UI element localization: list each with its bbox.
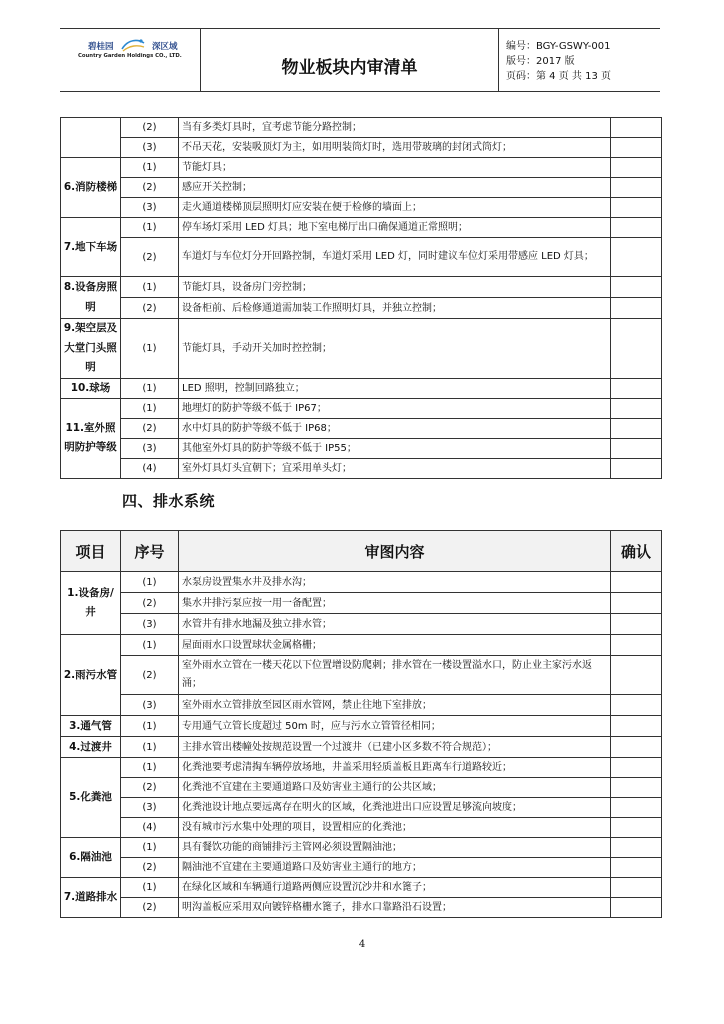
content-cell: 节能灯具，手动开关加时控控制； — [179, 319, 611, 379]
page-number: 4 — [358, 939, 366, 950]
table-row — [61, 898, 662, 918]
table-row — [61, 778, 662, 798]
item-cell: 9.架空层及大堂门头照明 — [61, 319, 121, 379]
content-cell: 化粪池不宜建在主要通道路口及妨害业主通行的公共区域； — [179, 778, 611, 798]
table-row — [61, 758, 662, 778]
seq-cell: (1) — [121, 716, 179, 737]
confirm-cell[interactable] — [611, 319, 662, 379]
seq-cell: (1) — [121, 319, 179, 379]
seq-cell: (2) — [121, 178, 179, 198]
seq-cell: (1) — [121, 398, 179, 418]
table-row — [61, 716, 662, 737]
item-cell: 3.通气管 — [61, 716, 121, 737]
confirm-cell[interactable] — [611, 398, 662, 418]
content-cell: 感应开关控制； — [179, 178, 611, 198]
table-row — [61, 458, 662, 478]
content-cell: 化粪池要考虑清掏车辆停放场地，井盖采用轻质盖板且距离车行道路较近； — [179, 758, 611, 778]
drainage-audit-table — [60, 530, 662, 918]
confirm-cell[interactable] — [611, 635, 662, 656]
content-cell: 在绿化区域和车辆通行道路两侧应设置沉沙井和水篦子； — [179, 878, 611, 898]
confirm-cell[interactable] — [611, 695, 662, 716]
confirm-cell[interactable] — [611, 737, 662, 758]
confirm-cell[interactable] — [611, 118, 662, 138]
seq-cell: (2) — [121, 418, 179, 438]
item-cell: 2.雨污水管 — [61, 635, 121, 716]
item-cell: 5.化粪池 — [61, 758, 121, 838]
confirm-cell[interactable] — [611, 614, 662, 635]
item-cell: 11.室外照明防护等级 — [61, 398, 121, 478]
confirm-cell[interactable] — [611, 818, 662, 838]
confirm-cell[interactable] — [611, 178, 662, 198]
seq-cell: (2) — [121, 898, 179, 918]
content-cell: 走火通道楼梯顶层照明灯应安装在便于检修的墙面上； — [179, 198, 611, 218]
table-row — [61, 656, 662, 695]
table-row — [61, 378, 662, 398]
company-logo — [60, 29, 200, 91]
logo-text-cn-left: 碧桂园 — [88, 42, 114, 52]
content-cell: 具有餐饮功能的商铺排污主管网必须设置隔油池； — [179, 838, 611, 858]
confirm-cell[interactable] — [611, 716, 662, 737]
seq-cell: (3) — [121, 198, 179, 218]
confirm-cell[interactable] — [611, 218, 662, 238]
content-cell: 没有城市污水集中处理的项目，设置相应的化粪池； — [179, 818, 611, 838]
seq-cell: (2) — [121, 118, 179, 138]
seq-cell: (2) — [121, 238, 179, 277]
seq-cell: (3) — [121, 695, 179, 716]
content-cell: 当有多类灯具时，宜考虑节能分路控制； — [179, 118, 611, 138]
confirm-cell[interactable] — [611, 898, 662, 918]
confirm-cell[interactable] — [611, 858, 662, 878]
item-cell: 8.设备房照明 — [61, 277, 121, 319]
content-cell: 停车场灯采用 LED 灯具；地下室电梯厅出口确保通道正常照明； — [179, 218, 611, 238]
seq-cell: (3) — [121, 614, 179, 635]
doc-page-info: 页码：第 4 页 共 13 页 — [506, 71, 611, 82]
header-seq: 序号 — [121, 531, 179, 572]
confirm-cell[interactable] — [611, 378, 662, 398]
seq-cell: (2) — [121, 298, 179, 319]
confirm-cell[interactable] — [611, 158, 662, 178]
table-row — [61, 438, 662, 458]
confirm-cell[interactable] — [611, 656, 662, 695]
document-header — [60, 28, 660, 92]
confirm-cell[interactable] — [611, 798, 662, 818]
table-row — [61, 878, 662, 898]
seq-cell: (4) — [121, 458, 179, 478]
confirm-cell[interactable] — [611, 838, 662, 858]
seq-cell: (2) — [121, 656, 179, 695]
content-cell: 地埋灯的防护等级不低于 IP67； — [179, 398, 611, 418]
table-header-row — [61, 531, 662, 572]
content-cell: LED 照明，控制回路独立； — [179, 378, 611, 398]
item-cell: 6.隔油池 — [61, 838, 121, 878]
table-row — [61, 838, 662, 858]
seq-cell: (1) — [121, 572, 179, 593]
table-row — [61, 238, 662, 277]
doc-version: 版号：2017 版 — [506, 56, 575, 67]
seq-cell: (3) — [121, 138, 179, 158]
confirm-cell[interactable] — [611, 418, 662, 438]
table-row — [61, 277, 662, 298]
content-cell: 主排水管出楼幢处按规范设置一个过渡井（已建小区多数不符合规范）； — [179, 737, 611, 758]
table-row — [61, 158, 662, 178]
table-row — [61, 218, 662, 238]
seq-cell: (1) — [121, 635, 179, 656]
confirm-cell[interactable] — [611, 778, 662, 798]
doc-number: 编号：BGY-GSWY-001 — [506, 41, 611, 52]
document-meta — [506, 39, 611, 84]
confirm-cell[interactable] — [611, 572, 662, 593]
seq-cell: (1) — [121, 737, 179, 758]
seq-cell: (1) — [121, 378, 179, 398]
header-confirm: 确认 — [611, 531, 662, 572]
seq-cell: (1) — [121, 218, 179, 238]
logo-text-en: Country Garden Holdings CO., LTD. — [78, 53, 182, 59]
content-cell: 水管井有排水地漏及独立排水管； — [179, 614, 611, 635]
confirm-cell[interactable] — [611, 758, 662, 778]
item-cell: 7.地下车场 — [61, 218, 121, 277]
header-item: 项目 — [61, 531, 121, 572]
header-content: 审图内容 — [179, 531, 611, 572]
lighting-audit-table — [60, 117, 662, 479]
confirm-cell[interactable] — [611, 198, 662, 218]
content-cell: 水泵房设置集水井及排水沟； — [179, 572, 611, 593]
item-cell: 7.道路排水 — [61, 878, 121, 918]
content-cell: 其他室外灯具的防护等级不低于 IP55； — [179, 438, 611, 458]
table-row — [61, 572, 662, 593]
logo-text-cn-right: 深区域 — [152, 42, 178, 52]
item-cell: 6.消防楼梯 — [61, 158, 121, 218]
content-cell: 室外灯具灯头宜朝下；宜采用单头灯； — [179, 458, 611, 478]
content-cell: 专用通气立管长度超过 50m 时，应与污水立管管径相同； — [179, 716, 611, 737]
table-row — [61, 798, 662, 818]
confirm-cell[interactable] — [611, 878, 662, 898]
seq-cell: (1) — [121, 838, 179, 858]
content-cell: 设备柜前、后检修通道需加装工作照明灯具，并独立控制； — [179, 298, 611, 319]
table-row — [61, 298, 662, 319]
header-divider — [498, 29, 499, 91]
seq-cell: (1) — [121, 758, 179, 778]
confirm-cell[interactable] — [611, 438, 662, 458]
table-row — [61, 138, 662, 158]
seq-cell: (3) — [121, 798, 179, 818]
table-row — [61, 635, 662, 656]
table-row — [61, 418, 662, 438]
logo-swoosh-icon — [120, 37, 146, 53]
seq-cell: (1) — [121, 277, 179, 298]
section-title: 四、排水系统 — [122, 492, 216, 510]
table-row — [61, 695, 662, 716]
seq-cell: (4) — [121, 818, 179, 838]
table-row — [61, 858, 662, 878]
content-cell: 明沟盖板应采用双向镀锌格栅水篦子，排水口靠路沿石设置； — [179, 898, 611, 918]
table-row — [61, 198, 662, 218]
content-cell: 隔油池不宜建在主要通道路口及妨害业主通行的地方； — [179, 858, 611, 878]
seq-cell: (3) — [121, 438, 179, 458]
content-cell: 化粪池设计地点要远离存在明火的区域，化粪池进出口应设置足够流向坡度； — [179, 798, 611, 818]
content-cell: 室外雨水立管在一楼天花以下位置增设防爬刺；排水管在一楼设置溢水口，防止业主家污水返涌； — [179, 656, 611, 695]
table-row — [61, 118, 662, 138]
content-cell: 室外雨水立管排放至园区雨水管网，禁止往地下室排放； — [179, 695, 611, 716]
content-cell: 车道灯与车位灯分开回路控制，车道灯采用 LED 灯，同时建议车位灯采用带感应 LED 灯具； — [179, 238, 611, 277]
item-cell: 10.球场 — [61, 378, 121, 398]
confirm-cell[interactable] — [611, 458, 662, 478]
confirm-cell[interactable] — [611, 238, 662, 277]
table-row — [61, 398, 662, 418]
confirm-cell[interactable] — [611, 277, 662, 298]
table-row — [61, 818, 662, 838]
document-title: 物业板块内审清单 — [281, 57, 418, 78]
confirm-cell[interactable] — [611, 298, 662, 319]
content-cell: 节能灯具，设备房门旁控制； — [179, 277, 611, 298]
confirm-cell[interactable] — [611, 138, 662, 158]
table-row — [61, 319, 662, 379]
seq-cell: (1) — [121, 158, 179, 178]
seq-cell: (2) — [121, 778, 179, 798]
table-row — [61, 593, 662, 614]
content-cell: 屋面雨水口设置球状金属格栅； — [179, 635, 611, 656]
item-cell — [61, 118, 121, 158]
content-cell: 节能灯具； — [179, 158, 611, 178]
seq-cell: (1) — [121, 878, 179, 898]
seq-cell: (2) — [121, 858, 179, 878]
item-cell: 4.过渡井 — [61, 737, 121, 758]
confirm-cell[interactable] — [611, 593, 662, 614]
content-cell: 不吊天花，安装吸顶灯为主，如用明装筒灯时，选用带玻璃的封闭式筒灯； — [179, 138, 611, 158]
content-cell: 集水井排污泵应按一用一备配置； — [179, 593, 611, 614]
seq-cell: (2) — [121, 593, 179, 614]
table-row — [61, 178, 662, 198]
content-cell: 水中灯具的防护等级不低于 IP68； — [179, 418, 611, 438]
item-cell: 1.设备房/井 — [61, 572, 121, 635]
table-row — [61, 614, 662, 635]
table-row — [61, 737, 662, 758]
